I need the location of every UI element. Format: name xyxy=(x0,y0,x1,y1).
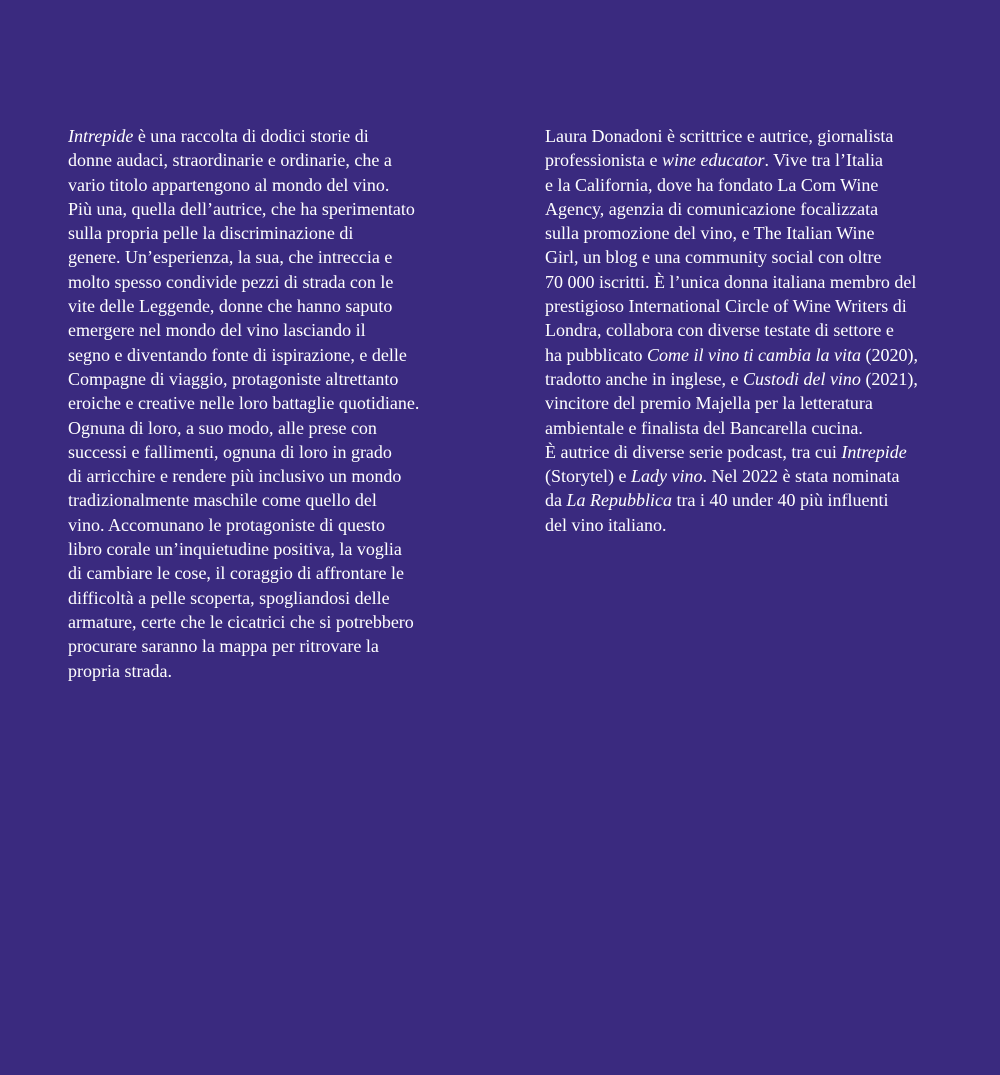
text-line xyxy=(68,391,458,415)
text-line xyxy=(68,537,458,561)
text-segment: armature, certe che le cicatrici che si potrebbero xyxy=(68,611,414,632)
text-line xyxy=(545,270,935,294)
text-segment: (2020), xyxy=(860,344,918,365)
text-line xyxy=(545,513,935,537)
text-line xyxy=(545,416,935,440)
text-line xyxy=(545,488,935,512)
text-line xyxy=(545,197,935,221)
text-segment: di cambiare le cose, il coraggio di affrontare le xyxy=(68,563,405,584)
text-segment: Laura Donadoni è scrittrice e autrice, giornalista xyxy=(545,126,894,146)
italic-text: La Repubblica xyxy=(566,490,672,511)
text-segment: e la California, dove ha fondato La Com Wine xyxy=(545,174,879,195)
text-line xyxy=(545,391,935,415)
text-segment: Compagne di viaggio, protagoniste altrettanto xyxy=(68,368,399,389)
text-line xyxy=(68,513,458,537)
text-line xyxy=(68,367,458,391)
text-segment: (Storytel) e xyxy=(545,466,631,487)
text-segment: Ognuna di loro, a suo modo, alle prese con xyxy=(68,417,377,438)
text-line xyxy=(68,221,458,245)
text-segment: del vino italiano. xyxy=(545,514,667,535)
text-line xyxy=(68,318,458,342)
text-segment: tradizionalmente maschile come quello del xyxy=(68,490,377,511)
text-segment: Londra, collabora con diverse testate di settore e xyxy=(545,320,894,341)
text-segment: È autrice di diverse serie podcast, tra cui xyxy=(545,441,842,462)
text-segment: donne audaci, straordinarie e ordinarie, che a xyxy=(68,150,392,171)
text-line xyxy=(545,221,935,245)
text-segment: sulla propria pelle la discriminazione di xyxy=(68,223,354,244)
italic-text: wine educator xyxy=(661,150,765,171)
text-segment: libro corale un’inquietudine positiva, la voglia xyxy=(68,539,402,560)
book-description xyxy=(68,124,458,683)
text-segment: eroiche e creative nelle loro battaglie quotidiane. xyxy=(68,393,420,414)
text-segment: sulla promozione del vino, e The Italian Wine xyxy=(545,223,875,244)
text-line xyxy=(68,464,458,488)
text-segment: Più una, quella dell’autrice, che ha sperimentato xyxy=(68,198,415,219)
text-segment: ha pubblicato xyxy=(545,344,647,365)
text-line xyxy=(545,343,935,367)
italic-text: Intrepide xyxy=(841,441,907,462)
text-segment: da xyxy=(545,490,567,511)
text-line xyxy=(68,586,458,610)
text-line xyxy=(68,488,458,512)
italic-text: Custodi del vino xyxy=(742,368,861,389)
text-segment: 70 000 iscritti. È l’unica donna italiana membro del xyxy=(545,271,917,292)
text-segment: propria strada. xyxy=(68,660,172,681)
text-line xyxy=(545,440,935,464)
text-line xyxy=(68,124,458,148)
text-segment: genere. Un’esperienza, la sua, che intreccia e xyxy=(68,247,393,268)
text-segment: successi e fallimenti, ognuna di loro in grado xyxy=(68,441,392,462)
text-segment: tra i 40 under 40 più influenti xyxy=(672,490,889,511)
text-line xyxy=(545,124,935,148)
text-line xyxy=(68,173,458,197)
text-line xyxy=(545,173,935,197)
italic-text: Come il vino ti cambia la vita xyxy=(646,344,861,365)
text-segment: prestigioso International Circle of Wine Writers di xyxy=(545,296,907,317)
text-line xyxy=(68,148,458,172)
text-line xyxy=(68,294,458,318)
text-segment: è una raccolta di dodici storie di xyxy=(133,126,369,146)
italic-text: Intrepide xyxy=(68,126,134,146)
text-line xyxy=(545,148,935,172)
text-segment: di arricchire e rendere più inclusivo un mondo xyxy=(68,466,402,487)
text-segment: . Vive tra l’Italia xyxy=(764,150,884,171)
text-line xyxy=(68,197,458,221)
text-line xyxy=(68,561,458,585)
text-line xyxy=(545,318,935,342)
text-line xyxy=(68,610,458,634)
text-segment: vincitore del premio Majella per la letteratura xyxy=(545,393,873,414)
text-segment: emergere nel mondo del vino lasciando il xyxy=(68,320,366,341)
text-line xyxy=(545,245,935,269)
text-segment: vario titolo appartengono al mondo del vino. xyxy=(68,174,390,195)
text-segment: Girl, un blog e una community social con oltre xyxy=(545,247,882,268)
author-biography xyxy=(545,124,935,537)
text-line xyxy=(545,464,935,488)
italic-text: Lady vino xyxy=(630,466,703,487)
text-segment: difficoltà a pelle scoperta, spogliandosi delle xyxy=(68,587,390,608)
text-segment: . Nel 2022 è stata nominata xyxy=(702,466,900,487)
text-segment: procurare saranno la mappa per ritrovare la xyxy=(68,636,379,657)
text-segment: Agency, agenzia di comunicazione focalizzata xyxy=(545,198,879,219)
text-segment: molto spesso condivide pezzi di strada con le xyxy=(68,271,394,292)
text-line xyxy=(68,416,458,440)
text-segment: professionista e xyxy=(545,150,662,171)
text-line xyxy=(68,245,458,269)
text-line xyxy=(68,440,458,464)
text-segment: tradotto anche in inglese, e xyxy=(545,368,743,389)
text-segment: (2021), xyxy=(860,368,918,389)
text-line xyxy=(68,343,458,367)
text-segment: vino. Accomunano le protagoniste di questo xyxy=(68,514,385,535)
text-segment: ambientale e finalista del Bancarella cucina. xyxy=(545,417,863,438)
text-segment: vite delle Leggende, donne che hanno saputo xyxy=(68,296,393,317)
text-line xyxy=(545,367,935,391)
text-line xyxy=(68,634,458,658)
text-line xyxy=(68,270,458,294)
text-segment: segno e diventando fonte di ispirazione, e delle xyxy=(68,344,407,365)
text-line xyxy=(545,294,935,318)
text-line xyxy=(68,659,458,683)
